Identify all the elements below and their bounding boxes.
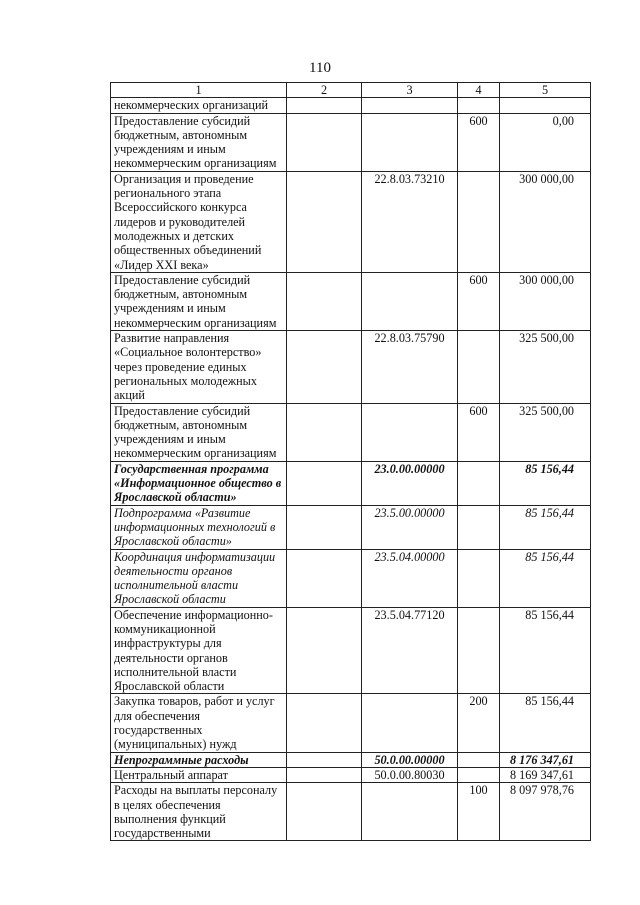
row-code-cell — [362, 783, 458, 841]
row-amount-cell: 85 156,44 — [500, 694, 591, 752]
row-col2-cell — [287, 607, 362, 694]
row-code-cell: 23.5.00.00000 — [362, 505, 458, 549]
table-row — [111, 461, 591, 505]
table-row — [111, 607, 591, 694]
row-type-cell — [458, 461, 500, 505]
row-type-cell: 200 — [458, 694, 500, 752]
row-name-cell: Непрограммные расходы — [111, 752, 287, 767]
header-col-1: 1 — [111, 83, 287, 98]
row-code-cell: 23.0.00.00000 — [362, 461, 458, 505]
row-code-cell — [362, 272, 458, 330]
table-row — [111, 767, 591, 782]
row-col2-cell — [287, 505, 362, 549]
table-row — [111, 752, 591, 767]
row-name-cell: Центральный аппарат — [111, 767, 287, 782]
row-type-cell — [458, 98, 500, 113]
row-type-cell — [458, 505, 500, 549]
row-col2-cell — [287, 461, 362, 505]
row-col2-cell — [287, 403, 362, 461]
row-name-cell: Подпрограмма «Развитие информационных технологий в Ярославской области» — [111, 505, 287, 549]
table-body — [111, 98, 591, 841]
row-code-cell — [362, 694, 458, 752]
row-col2-cell — [287, 694, 362, 752]
row-code-cell: 23.5.04.00000 — [362, 549, 458, 607]
row-code-cell: 50.0.00.00000 — [362, 752, 458, 767]
row-name-cell: Государственная программа «Информационное общество в Ярославской области» — [111, 461, 287, 505]
row-code-cell — [362, 403, 458, 461]
row-col2-cell — [287, 783, 362, 841]
row-name-cell: Развитие направления «Социальное волонтерство» через проведение единых региональных молодежных акций — [111, 331, 287, 403]
table-row — [111, 98, 591, 113]
row-name-cell: Организация и проведение регионального этапа Всероссийского конкурса лидеров и руководителей молодежных и детских общественных объединений «Лидер XXI века» — [111, 171, 287, 272]
row-code-cell: 22.8.03.75790 — [362, 331, 458, 403]
row-code-cell: 50.0.00.80030 — [362, 767, 458, 782]
row-type-cell — [458, 549, 500, 607]
row-type-cell — [458, 767, 500, 782]
row-type-cell — [458, 171, 500, 272]
row-type-cell: 600 — [458, 272, 500, 330]
table-row — [111, 331, 591, 403]
row-col2-cell — [287, 171, 362, 272]
row-amount-cell: 8 176 347,61 — [500, 752, 591, 767]
row-col2-cell — [287, 331, 362, 403]
row-amount-cell: 300 000,00 — [500, 272, 591, 330]
row-amount-cell: 8 097 978,76 — [500, 783, 591, 841]
row-amount-cell — [500, 98, 591, 113]
row-amount-cell: 85 156,44 — [500, 549, 591, 607]
row-name-cell: Предоставление субсидий бюджетным, автономным учреждениям и иным некоммерческим организациям — [111, 113, 287, 171]
row-col2-cell — [287, 272, 362, 330]
row-amount-cell: 300 000,00 — [500, 171, 591, 272]
row-col2-cell — [287, 98, 362, 113]
row-name-cell: Координация информатизации деятельности органов исполнительной власти Ярославской области — [111, 549, 287, 607]
row-type-cell: 600 — [458, 403, 500, 461]
table-row — [111, 171, 591, 272]
header-col-4: 4 — [458, 83, 500, 98]
table-row — [111, 272, 591, 330]
row-code-cell: 23.5.04.77120 — [362, 607, 458, 694]
row-code-cell — [362, 98, 458, 113]
table-row — [111, 505, 591, 549]
row-type-cell — [458, 607, 500, 694]
row-col2-cell — [287, 549, 362, 607]
row-amount-cell: 85 156,44 — [500, 607, 591, 694]
row-type-cell — [458, 331, 500, 403]
table-row — [111, 113, 591, 171]
row-code-cell — [362, 113, 458, 171]
row-name-cell: Предоставление субсидий бюджетным, автономным учреждениям и иным некоммерческим организациям — [111, 403, 287, 461]
table-header-row — [111, 83, 591, 98]
row-amount-cell: 85 156,44 — [500, 461, 591, 505]
budget-table — [110, 82, 591, 841]
table-row — [111, 783, 591, 841]
row-name-cell: Предоставление субсидий бюджетным, автономным учреждениям и иным некоммерческим организациям — [111, 272, 287, 330]
row-name-cell: Обеспечение информационно-коммуникационной инфраструктуры для деятельности органов исполнительной власти Ярославской области — [111, 607, 287, 694]
row-name-cell: Расходы на выплаты персоналу в целях обеспечения выполнения функций государственными — [111, 783, 287, 841]
row-amount-cell: 325 500,00 — [500, 403, 591, 461]
row-amount-cell: 0,00 — [500, 113, 591, 171]
header-col-2: 2 — [287, 83, 362, 98]
table-row — [111, 694, 591, 752]
row-col2-cell — [287, 767, 362, 782]
row-name-cell: Закупка товаров, работ и услуг для обеспечения государственных (муниципальных) нужд — [111, 694, 287, 752]
row-amount-cell: 8 169 347,61 — [500, 767, 591, 782]
row-col2-cell — [287, 752, 362, 767]
header-col-3: 3 — [362, 83, 458, 98]
header-col-5: 5 — [500, 83, 591, 98]
row-col2-cell — [287, 113, 362, 171]
row-type-cell — [458, 752, 500, 767]
row-type-cell: 100 — [458, 783, 500, 841]
table-row — [111, 549, 591, 607]
row-code-cell: 22.8.03.73210 — [362, 171, 458, 272]
row-amount-cell: 325 500,00 — [500, 331, 591, 403]
page-number: 110 — [309, 60, 331, 76]
row-type-cell: 600 — [458, 113, 500, 171]
table-row — [111, 403, 591, 461]
row-name-cell: некоммерческих организаций — [111, 98, 287, 113]
row-amount-cell: 85 156,44 — [500, 505, 591, 549]
